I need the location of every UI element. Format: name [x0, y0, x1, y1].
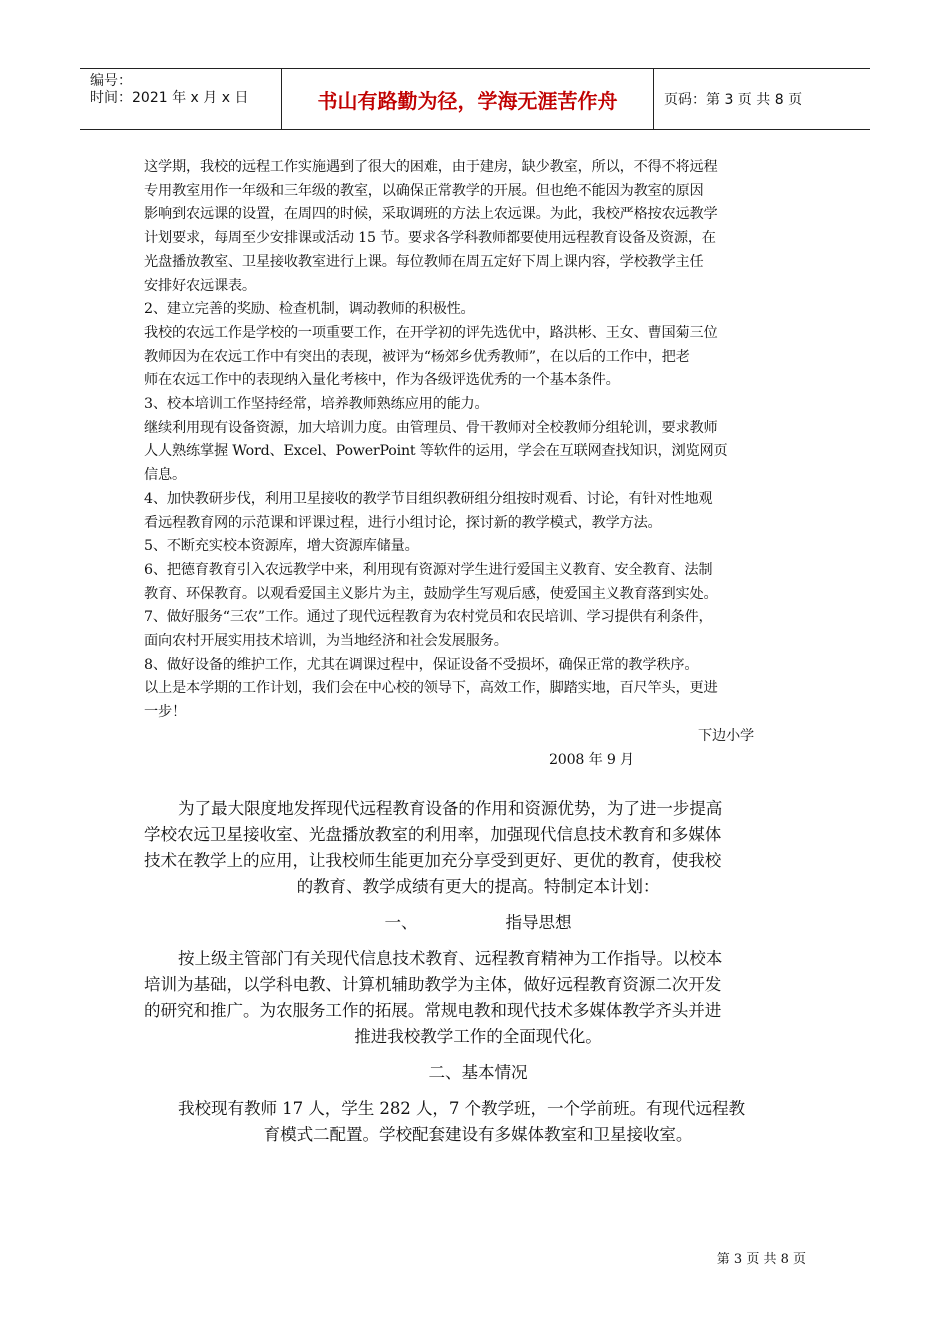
- text-line: 人人熟练掌握 Word、Excel、PowerPoint 等软件的运用，学会在互联网查找知识，浏览网页: [144, 443, 728, 460]
- text-line: 学校农远卫星接收室、光盘播放教室的利用率，加强现代信息技术教育和多媒体: [144, 825, 722, 845]
- signature-school: 下边小学: [698, 727, 754, 744]
- text-line: 教育、环保教育。以观看爱国主义影片为主，鼓励学生写观后感，使爱国主义教育落到实处。: [144, 585, 718, 602]
- heading-title: 指导思想: [505, 913, 572, 933]
- text-line: 师在农远工作中的表现纳入量化考核中，作为各级评选优秀的一个基本条件。: [144, 372, 620, 389]
- text-line: 影响到农远课的设置，在周四的时候，采取调班的方法上农远课。为此，我校严格按农远教学: [144, 206, 718, 223]
- signature-date: 2008 年 9 月: [548, 751, 634, 768]
- text-line: 2、建立完善的奖励、检查机制，调动教师的积极性。: [144, 301, 475, 318]
- text-line: 安排好农远课表。: [144, 277, 256, 294]
- page-footer: 第 3 页 共 8 页: [716, 1252, 806, 1267]
- guiding-paragraph: [144, 946, 812, 1050]
- text-line: 为了最大限度地发挥现代远程教育设备的作用和资源优势，为了进一步提高: [178, 799, 723, 819]
- header-page: 页码：第 3 页 共 8 页: [664, 92, 803, 108]
- heading-basic: 二、基本情况: [428, 1063, 528, 1083]
- text-line: 技术在教学上的应用，让我校师生能更加充分享受到更好、更优的教育，使我校: [144, 851, 722, 871]
- intro-paragraph: [144, 796, 812, 900]
- text-line: 育模式二配置。学校配套建设有多媒体教室和卫星接收室。: [263, 1125, 693, 1145]
- text-line: 我校现有教师 17 人，学生 282 人，7 个教学班，一个学前班。有现代远程教: [178, 1099, 745, 1119]
- text-line: 4、加快教研步伐，利用卫星接收的教学节目组织教研组分组按时观看、讨论，有针对性地观: [144, 490, 713, 507]
- text-line: 光盘播放教室、卫星接收教室进行上课。每位教师在周五定好下周上课内容，学校教学主任: [144, 253, 704, 270]
- text-line: 培训为基础，以学科电教、计算机辅助教学为主体，做好远程教育资源二次开发: [144, 975, 722, 995]
- header-motto: 书山有路勤为径，学海无涯苦作舟: [282, 69, 654, 129]
- section-plan: [144, 796, 812, 1148]
- text-line: 这学期，我校的远程工作实施遇到了很大的困难，由于建房，缺少教室，所以，不得不将远程: [144, 159, 718, 175]
- header-number: 编号：: [90, 73, 132, 89]
- text-line: 信息。: [144, 467, 186, 484]
- text-line: 看远程教育网的示范课和评课过程，进行小组讨论，探讨新的教学模式，教学方法。: [144, 514, 662, 531]
- text-line: 以上是本学期的工作计划，我们会在中心校的领导下，高效工作，脚踏实地，百尺竿头，更进: [144, 680, 718, 697]
- header-time: 时间：2021 年 x 月 x 日: [90, 90, 249, 106]
- heading-guiding: [144, 910, 812, 936]
- text-line: 面向农村开展实用技术培训，为当地经济和社会发展服务。: [144, 633, 508, 650]
- page-header: [80, 68, 870, 130]
- text-line: 的教育、教学成绩有更大的提高。特制定本计划：: [296, 877, 660, 897]
- text-line: 8、做好设备的维护工作，尤其在调课过程中，保证设备不受损坏，确保正常的教学秩序。: [144, 656, 699, 673]
- text-line: 7、做好服务“三农”工作。通过了现代远程教育为农村党员和农民培训、学习提供有利条件，: [144, 609, 713, 626]
- text-line: 推进我校教学工作的全面现代化。: [354, 1027, 602, 1047]
- heading-number: 一、: [384, 913, 418, 933]
- text-line: 专用教室用作一年级和三年级的教室，以确保正常教学的开展。但也绝不能因为教室的原因: [144, 182, 704, 199]
- header-meta: [80, 69, 282, 129]
- section-work-plan: [144, 156, 812, 772]
- text-line: 继续利用现有设备资源，加大培训力度。由管理员、骨干教师对全校教师分组轮训，要求教师: [144, 419, 718, 436]
- text-line: 一步！: [144, 704, 186, 721]
- text-line: 我校的农远工作是学校的一项重要工作，在开学初的评先选优中，路洪彬、王女、曹国菊三位: [144, 324, 718, 341]
- text-line: 6、把德育教育引入农远教学中来，利用现有资源对学生进行爱国主义教育、安全教育、法制: [144, 561, 713, 578]
- basic-paragraph: [144, 1096, 812, 1148]
- text-line: 3、校本培训工作坚持经常，培养教师熟练应用的能力。: [144, 396, 489, 413]
- text-line: 计划要求，每周至少安排课或活动 15 节。要求各学科教师都要使用远程教育设备及资源，在: [144, 230, 716, 247]
- text-line: 的研究和推广。为农服务工作的拓展。常规电教和现代技术多媒体教学齐头并进: [144, 1001, 722, 1021]
- text-line: 按上级主管部门有关现代信息技术教育、远程教育精神为工作指导。以校本: [178, 949, 723, 969]
- document-body: [144, 156, 812, 1148]
- text-line: 教师因为在农远工作中有突出的表现，被评为“杨郊乡优秀教师”，在以后的工作中，把老: [144, 348, 690, 365]
- text-line: 5、不断充实校本资源库，增大资源库储量。: [144, 538, 419, 555]
